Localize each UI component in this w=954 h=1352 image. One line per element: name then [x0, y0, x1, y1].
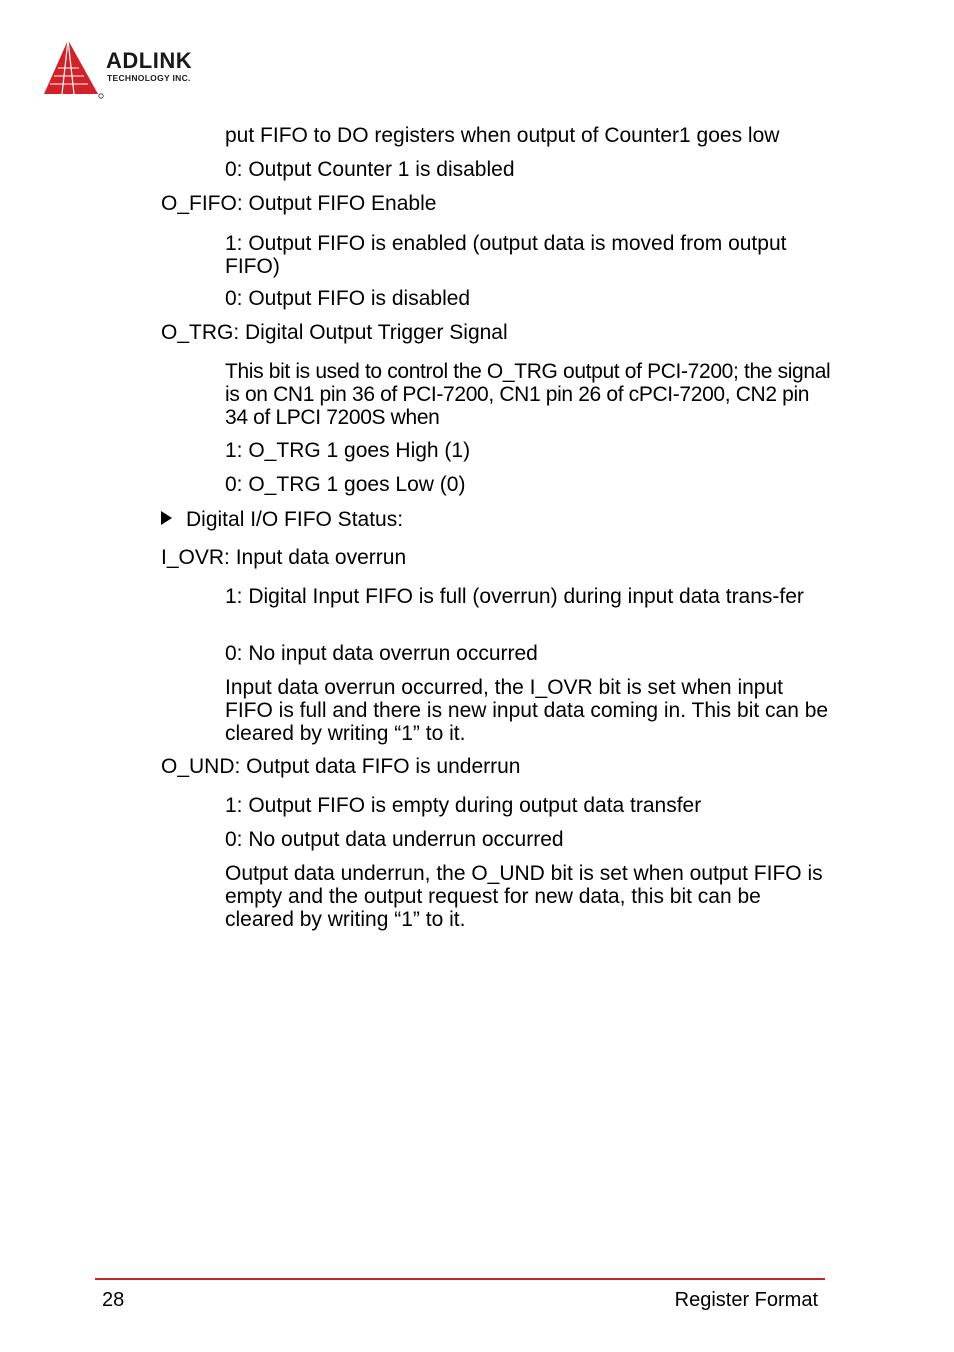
footer-rule: [95, 1278, 825, 1280]
text-line: 1: O_TRG 1 goes High (1): [225, 439, 471, 462]
text-paragraph: This bit is used to control the O_TRG output of PCI-7200; the signal is on CN1 pin 36 of PCI-7200, CN1 pin 26 of cPCI-7200, CN2 pin 34 of LPCI 7200S when: [225, 360, 831, 429]
text-line: 0: Output Counter 1 is disabled: [225, 158, 515, 181]
field-heading: O_TRG: Digital Output Trigger Signal: [161, 321, 508, 344]
text-line: 0: No output data underrun occurred: [225, 828, 564, 851]
text-line: 0: O_TRG 1 goes Low (0): [225, 473, 466, 496]
triangle-bullet-icon: [161, 511, 172, 525]
page-number: 28: [102, 1289, 125, 1311]
bullet-item: [161, 508, 403, 531]
text-line: 0: No input data overrun occurred: [225, 642, 538, 665]
text-paragraph: Input data overrun occurred, the I_OVR bit is set when input FIFO is full and there is new input data coming in. This bit can be cleared by writing “1” to it.: [225, 676, 829, 745]
text-line: 1: Output FIFO is empty during output data transfer: [225, 794, 702, 817]
field-heading: I_OVR: Input data overrun: [161, 546, 407, 569]
text-line: 0: Output FIFO is disabled: [225, 287, 471, 310]
text-line: put FIFO to DO registers when output of Counter1 goes low: [225, 124, 780, 147]
brand-name: ADLINK: [106, 48, 193, 73]
text-paragraph: Output data underrun, the O_UND bit is set when output FIFO is empty and the output request for new data, this bit can be cleared by writing “1” to it.: [225, 862, 823, 931]
field-heading: O_UND: Output data FIFO is underrun: [161, 755, 521, 778]
text-line: 1: Output FIFO is enabled (output data is moved from output FIFO): [225, 232, 787, 278]
brand-subtitle: TECHNOLOGY INC.: [107, 73, 191, 83]
bullet-label: Digital I/O FIFO Status:: [186, 508, 404, 531]
section-title: Register Format: [674, 1289, 818, 1311]
text-line: 1: Digital Input FIFO is full (overrun) during input data trans-fer: [225, 585, 804, 608]
logo-triangle-icon: [40, 36, 110, 100]
field-heading: O_FIFO: Output FIFO Enable: [161, 192, 437, 215]
